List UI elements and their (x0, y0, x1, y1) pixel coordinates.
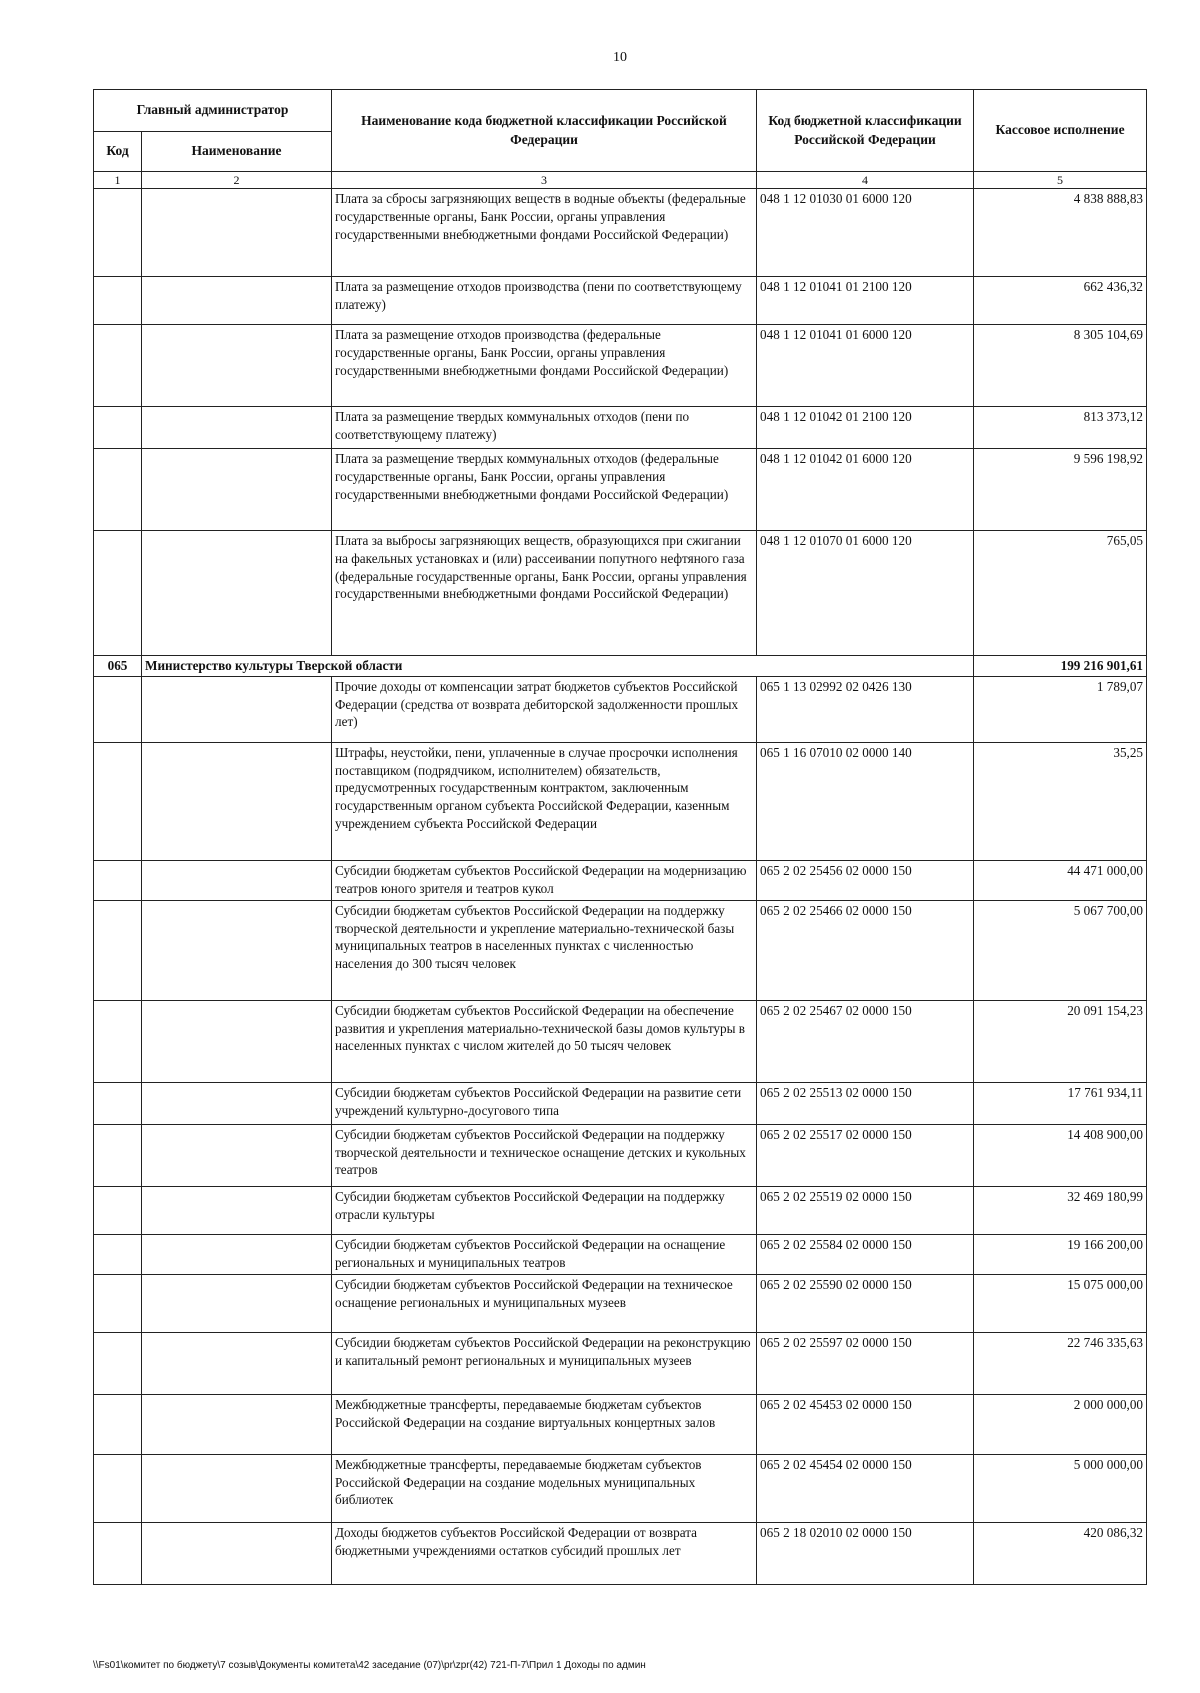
row-amount: 32 469 180,99 (974, 1186, 1147, 1234)
column-numbers-row (94, 172, 1147, 189)
row-code: 065 2 18 02010 02 0000 150 (757, 1522, 974, 1584)
table-row (94, 676, 1147, 742)
admin-name: Министерство культуры Тверской области (142, 656, 974, 677)
table-row (94, 860, 1147, 900)
row-code: 065 2 02 25517 02 0000 150 (757, 1124, 974, 1186)
row-name: Прочие доходы от компенсации затрат бюджетов субъектов Российской Федерации (средства от возврата дебиторской задолженности прошлых лет) (332, 676, 757, 742)
table-row (94, 531, 1147, 656)
row-name: Субсидии бюджетам субъектов Российской Федерации на поддержку творческой деятельности и техническое оснащение детских и кукольных театров (332, 1124, 757, 1186)
row-name: Плата за размещение твердых коммунальных отходов (федеральные государственные органы, Банк России, органы управления государственными внебюджетными фондами Российской Федерации) (332, 449, 757, 531)
row-name: Субсидии бюджетам субъектов Российской Федерации на оснащение региональных и муниципальных театров (332, 1234, 757, 1274)
table-row (94, 1394, 1147, 1454)
row-code: 065 2 02 25467 02 0000 150 (757, 1000, 974, 1082)
column-number: 1 (94, 172, 142, 189)
row-amount: 813 373,12 (974, 407, 1147, 449)
row-amount: 5 000 000,00 (974, 1454, 1147, 1522)
table-row (94, 1000, 1147, 1082)
row-name: Плата за размещение отходов производства (федеральные государственные органы, Банк России, органы управления государственными внебюджетными фондами Российской Федерации) (332, 325, 757, 407)
header-kbk-name: Наименование кода бюджетной классификации Российской Федерации (332, 90, 757, 172)
row-code: 048 1 12 01041 01 6000 120 (757, 325, 974, 407)
header-execution: Кассовое исполнение (974, 90, 1147, 172)
header-kbk-code: Код бюджетной классификации Российской Федерации (757, 90, 974, 172)
row-amount: 22 746 335,63 (974, 1332, 1147, 1394)
table-row (94, 1454, 1147, 1522)
row-amount: 17 761 934,11 (974, 1082, 1147, 1124)
row-code: 065 2 02 45454 02 0000 150 (757, 1454, 974, 1522)
table-row (94, 1332, 1147, 1394)
row-code: 065 2 02 25456 02 0000 150 (757, 860, 974, 900)
row-code: 048 1 12 01041 01 2100 120 (757, 277, 974, 325)
row-code: 065 2 02 25513 02 0000 150 (757, 1082, 974, 1124)
row-code: 065 1 13 02992 02 0426 130 (757, 676, 974, 742)
row-name: Межбюджетные трансферты, передаваемые бюджетам субъектов Российской Федерации на создание виртуальных концертных залов (332, 1394, 757, 1454)
row-code: 048 1 12 01070 01 6000 120 (757, 531, 974, 656)
row-code: 048 1 12 01042 01 6000 120 (757, 449, 974, 531)
row-name: Межбюджетные трансферты, передаваемые бюджетам субъектов Российской Федерации на создание модельных муниципальных библиотек (332, 1454, 757, 1522)
row-name: Субсидии бюджетам субъектов Российской Федерации на поддержку творческой деятельности и укрепление материально-технической базы муниципальных театров в населенных пунктах с численностью населения до 300 тысяч человек (332, 900, 757, 1000)
row-name: Субсидии бюджетам субъектов Российской Федерации на развитие сети учреждений культурно-досугового типа (332, 1082, 757, 1124)
table-row (94, 1522, 1147, 1584)
column-number: 5 (974, 172, 1147, 189)
row-amount: 4 838 888,83 (974, 189, 1147, 277)
row-amount: 420 086,32 (974, 1522, 1147, 1584)
admin-row (94, 656, 1147, 677)
footer-file-path: \\Fs01\комитет по бюджету\7 созыв\Документы комитета\42 заседание (07)\pr\zpr(42) 721-П-7\Прил 1 Доходы по админ (93, 1660, 646, 1671)
row-amount: 14 408 900,00 (974, 1124, 1147, 1186)
admin-code: 065 (94, 656, 142, 677)
table-row (94, 1082, 1147, 1124)
row-amount: 19 166 200,00 (974, 1234, 1147, 1274)
column-number: 3 (332, 172, 757, 189)
table-row (94, 189, 1147, 277)
column-number: 4 (757, 172, 974, 189)
row-name: Доходы бюджетов субъектов Российской Федерации от возврата бюджетными учреждениями остатков субсидий прошлых лет (332, 1522, 757, 1584)
row-name: Субсидии бюджетам субъектов Российской Федерации на поддержку отрасли культуры (332, 1186, 757, 1234)
row-code: 065 2 02 25597 02 0000 150 (757, 1332, 974, 1394)
table-row (94, 742, 1147, 860)
row-amount: 15 075 000,00 (974, 1274, 1147, 1332)
row-code: 065 2 02 25590 02 0000 150 (757, 1274, 974, 1332)
row-amount: 5 067 700,00 (974, 900, 1147, 1000)
row-name: Субсидии бюджетам субъектов Российской Федерации на реконструкцию и капитальный ремонт региональных и муниципальных музеев (332, 1332, 757, 1394)
table-row (94, 1234, 1147, 1274)
row-name: Субсидии бюджетам субъектов Российской Федерации на обеспечение развития и укрепления материально-технической базы домов культуры в населенных пунктах с числом жителей до 50 тысяч человек (332, 1000, 757, 1082)
table-row (94, 407, 1147, 449)
row-amount: 662 436,32 (974, 277, 1147, 325)
table-row (94, 1274, 1147, 1332)
row-code: 048 1 12 01030 01 6000 120 (757, 189, 974, 277)
row-name: Плата за размещение твердых коммунальных отходов (пени по соответствующему платежу) (332, 407, 757, 449)
row-amount: 8 305 104,69 (974, 325, 1147, 407)
admin-total: 199 216 901,61 (974, 656, 1147, 677)
table-row (94, 1186, 1147, 1234)
row-name: Плата за выбросы загрязняющих веществ, образующихся при сжигании на факельных установках и (или) рассеивании попутного нефтяного газа (федеральные государственные органы, Банк России, органы управления государственными внебюджетными фондами Российской Федерации) (332, 531, 757, 656)
row-code: 048 1 12 01042 01 2100 120 (757, 407, 974, 449)
row-amount: 765,05 (974, 531, 1147, 656)
row-amount: 2 000 000,00 (974, 1394, 1147, 1454)
row-code: 065 2 02 25584 02 0000 150 (757, 1234, 974, 1274)
row-name: Штрафы, неустойки, пени, уплаченные в случае просрочки исполнения поставщиком (подрядчиком, исполнителем) обязательств, предусмотренных государственным контрактом, заключенным государственным органом субъекта Российской Федерации, казенным учреждением субъекта Российской Федерации (332, 742, 757, 860)
row-name: Субсидии бюджетам субъектов Российской Федерации на техническое оснащение региональных и муниципальных музеев (332, 1274, 757, 1332)
row-amount: 44 471 000,00 (974, 860, 1147, 900)
header-main-admin: Главный администратор (94, 90, 332, 132)
row-code: 065 1 16 07010 02 0000 140 (757, 742, 974, 860)
row-code: 065 2 02 25466 02 0000 150 (757, 900, 974, 1000)
row-code: 065 2 02 45453 02 0000 150 (757, 1394, 974, 1454)
page-number: 10 (613, 50, 627, 65)
header-name: Наименование (142, 132, 332, 172)
row-name: Плата за размещение отходов производства (пени по соответствующему платежу) (332, 277, 757, 325)
row-amount: 20 091 154,23 (974, 1000, 1147, 1082)
table-row (94, 900, 1147, 1000)
row-amount: 35,25 (974, 742, 1147, 860)
row-code: 065 2 02 25519 02 0000 150 (757, 1186, 974, 1234)
table-row (94, 1124, 1147, 1186)
column-number: 2 (142, 172, 332, 189)
row-name: Плата за сбросы загрязняющих веществ в водные объекты (федеральные государственные органы, Банк России, органы управления государственными внебюджетными фондами Российской Федерации) (332, 189, 757, 277)
table-row (94, 325, 1147, 407)
table-row (94, 449, 1147, 531)
row-name: Субсидии бюджетам субъектов Российской Федерации на модернизацию театров юного зрителя и театров кукол (332, 860, 757, 900)
row-amount: 1 789,07 (974, 676, 1147, 742)
revenue-table (93, 89, 1147, 1585)
table-row (94, 277, 1147, 325)
row-amount: 9 596 198,92 (974, 449, 1147, 531)
header-code: Код (94, 132, 142, 172)
